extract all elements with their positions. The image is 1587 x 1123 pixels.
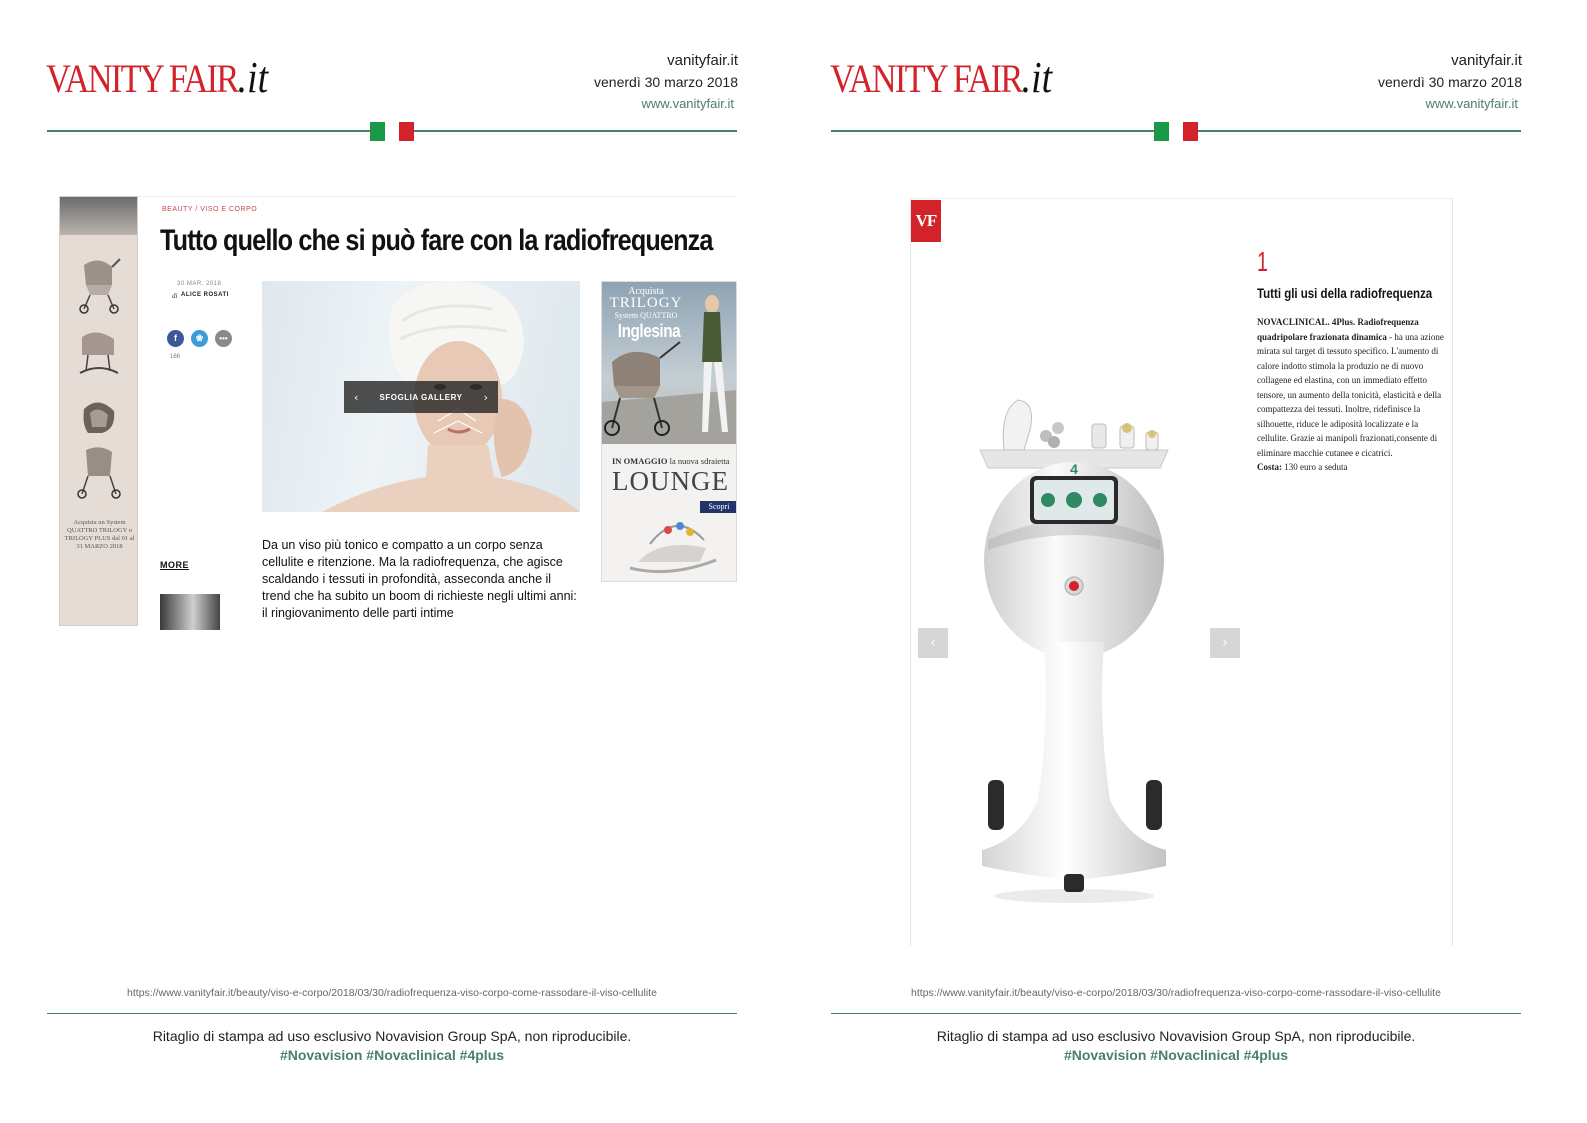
browse-gallery-button[interactable]: ‹ SFOGLIA GALLERY › (344, 381, 498, 413)
article-author[interactable]: ALICE ROSATI (181, 292, 229, 298)
gallery-next-button[interactable] (1210, 628, 1240, 658)
author-prefix: di (172, 292, 178, 300)
footer-source-url[interactable]: https://www.vanityfair.it/beauty/viso-e-corpo/2018/03/30/radiofrequenza-viso-corpo-come-rassodare-il-viso-cellulite (911, 987, 1441, 999)
ad-omaggio-text (612, 456, 730, 466)
slide-body-text-2: cellulite. Grazie ai manipoli frazionati,consente di eliminare macchie cutanee e cicatrici. (1257, 433, 1438, 458)
chevron-left-icon: ‹ (930, 635, 936, 651)
footer-copyright-note: Ritaglio di stampa ad uso esclusivo Novavision Group SpA, non riproducibile. (936, 1028, 1416, 1044)
ad-omaggio-bold: IN OMAGGIO (612, 456, 668, 466)
bouncer-illustration (620, 508, 730, 580)
header-url[interactable]: www.vanityfair.it (641, 96, 734, 111)
carrycot-icon (74, 323, 124, 383)
footer-copyright-note: Ritaglio di stampa ad uso esclusivo Novavision Group SpA, non riproducibile. (152, 1028, 632, 1044)
article-headline: Tutto quello che si può fare con la radiofrequenza (160, 224, 713, 257)
italian-flag-icon (1154, 122, 1198, 141)
footer-divider (47, 1013, 737, 1014)
ad-acquista-text: Acquista (628, 286, 664, 297)
ad-left-copy: Acquista un System QUATTRO TRILOGY o TRILOGY PLUS dal 01 al 31 MARZO 2018 (64, 519, 135, 550)
chevron-left-icon[interactable]: ‹ (354, 390, 359, 404)
ad-road-image (60, 197, 138, 235)
related-article-thumbnail[interactable] (160, 594, 220, 630)
header-url[interactable]: www.vanityfair.it (1425, 96, 1518, 111)
stroller-seat-icon (74, 442, 124, 502)
slide-cost-value: 130 euro a seduta (1282, 462, 1348, 472)
radiofrequency-device-image[interactable] (960, 380, 1190, 910)
breadcrumb[interactable]: BEAUTY / VISO E CORPO (162, 206, 258, 213)
slide-number: 1 (1257, 246, 1268, 277)
ad-scopri-button[interactable]: Scopri (700, 501, 737, 513)
footer-divider (831, 1013, 1521, 1014)
footer-source-url[interactable]: https://www.vanityfair.it/beauty/viso-e-corpo/2018/03/30/radiofrequenza-viso-corpo-come-rassodare-il-viso-cellulite (127, 987, 657, 999)
ad-omaggio-rest: la nuova sdraietta (667, 456, 730, 466)
slide-title: Tutti gli usi della radiofrequenza (1257, 285, 1433, 301)
ad-trilogy-text: TRILOGY (609, 295, 683, 311)
ad-brand-text: Inglesina (617, 321, 681, 341)
ad-lounge-text: LOUNGE (612, 466, 729, 496)
vf-badge: VF (911, 200, 941, 242)
slide-body-text-1: - ha una azione mirata sul target di tessuto specifico. L'aumento di calore indotto stimola la produzio ne di nuovo collagene ed elastina, con un immediato effetto tensore, un aumento della tonicità, elasticità e della compattezza dei tessuti. Inoltre, ridefinisce la silhouette, riduce le adiposità localizzate e la (1257, 331, 1444, 429)
more-section-label[interactable]: MORE (160, 560, 189, 570)
ad-trilogy-image (602, 282, 737, 444)
svg-text:4: 4 (1070, 461, 1078, 477)
share-count: 166 (170, 354, 181, 360)
stroller-icon (74, 255, 124, 315)
header-site-name: vanityfair.it (1451, 52, 1522, 69)
vanity-fair-logo[interactable]: VANITY FAIR.it (830, 53, 1053, 102)
footer-hashtags[interactable]: #Novavision #Novaclinical #4plus (1063, 1047, 1289, 1063)
left-skyscraper-ad[interactable] (59, 196, 138, 626)
car-seat-icon (74, 389, 124, 449)
header-site-name: vanityfair.it (667, 52, 738, 69)
header-date: venerdì 30 marzo 2018 (594, 74, 738, 90)
vanity-fair-logo[interactable]: VANITY FAIR.it (46, 53, 269, 102)
article-date: 30 MAR, 2018 (177, 281, 222, 287)
slide-body-brand: NOVACLINICAL. 4Plus. Radiofrequenza quadripolare frazionata dinamica (1257, 317, 1419, 342)
article-lead: Da un viso più tonico e compatto a un corpo senza cellulite e ritenzione. Ma la radiofrequenza, che agisce scaldando i tessuti in profondità, asseconda anche il trend che ha subito un boom di richieste negli ultimi anni: il ringiovanimento delle parti intime (262, 538, 577, 620)
ad-system-text: System QUATTRO (614, 311, 678, 320)
slide-cost-label: Costa: (1257, 462, 1282, 472)
more-icon[interactable]: ••• (215, 330, 232, 347)
footer-hashtags[interactable]: #Novavision #Novaclinical #4plus (279, 1047, 505, 1063)
header-date: venerdì 30 marzo 2018 (1378, 74, 1522, 90)
facebook-icon[interactable]: f (167, 330, 184, 347)
right-ad-banner[interactable] (601, 281, 737, 582)
twitter-icon[interactable]: ❀ (191, 330, 208, 347)
slide-body (1257, 315, 1445, 475)
chevron-right-icon[interactable]: › (483, 390, 488, 404)
italian-flag-icon (370, 122, 414, 141)
gallery-prev-button[interactable] (918, 628, 948, 658)
chevron-right-icon: › (1222, 635, 1228, 651)
